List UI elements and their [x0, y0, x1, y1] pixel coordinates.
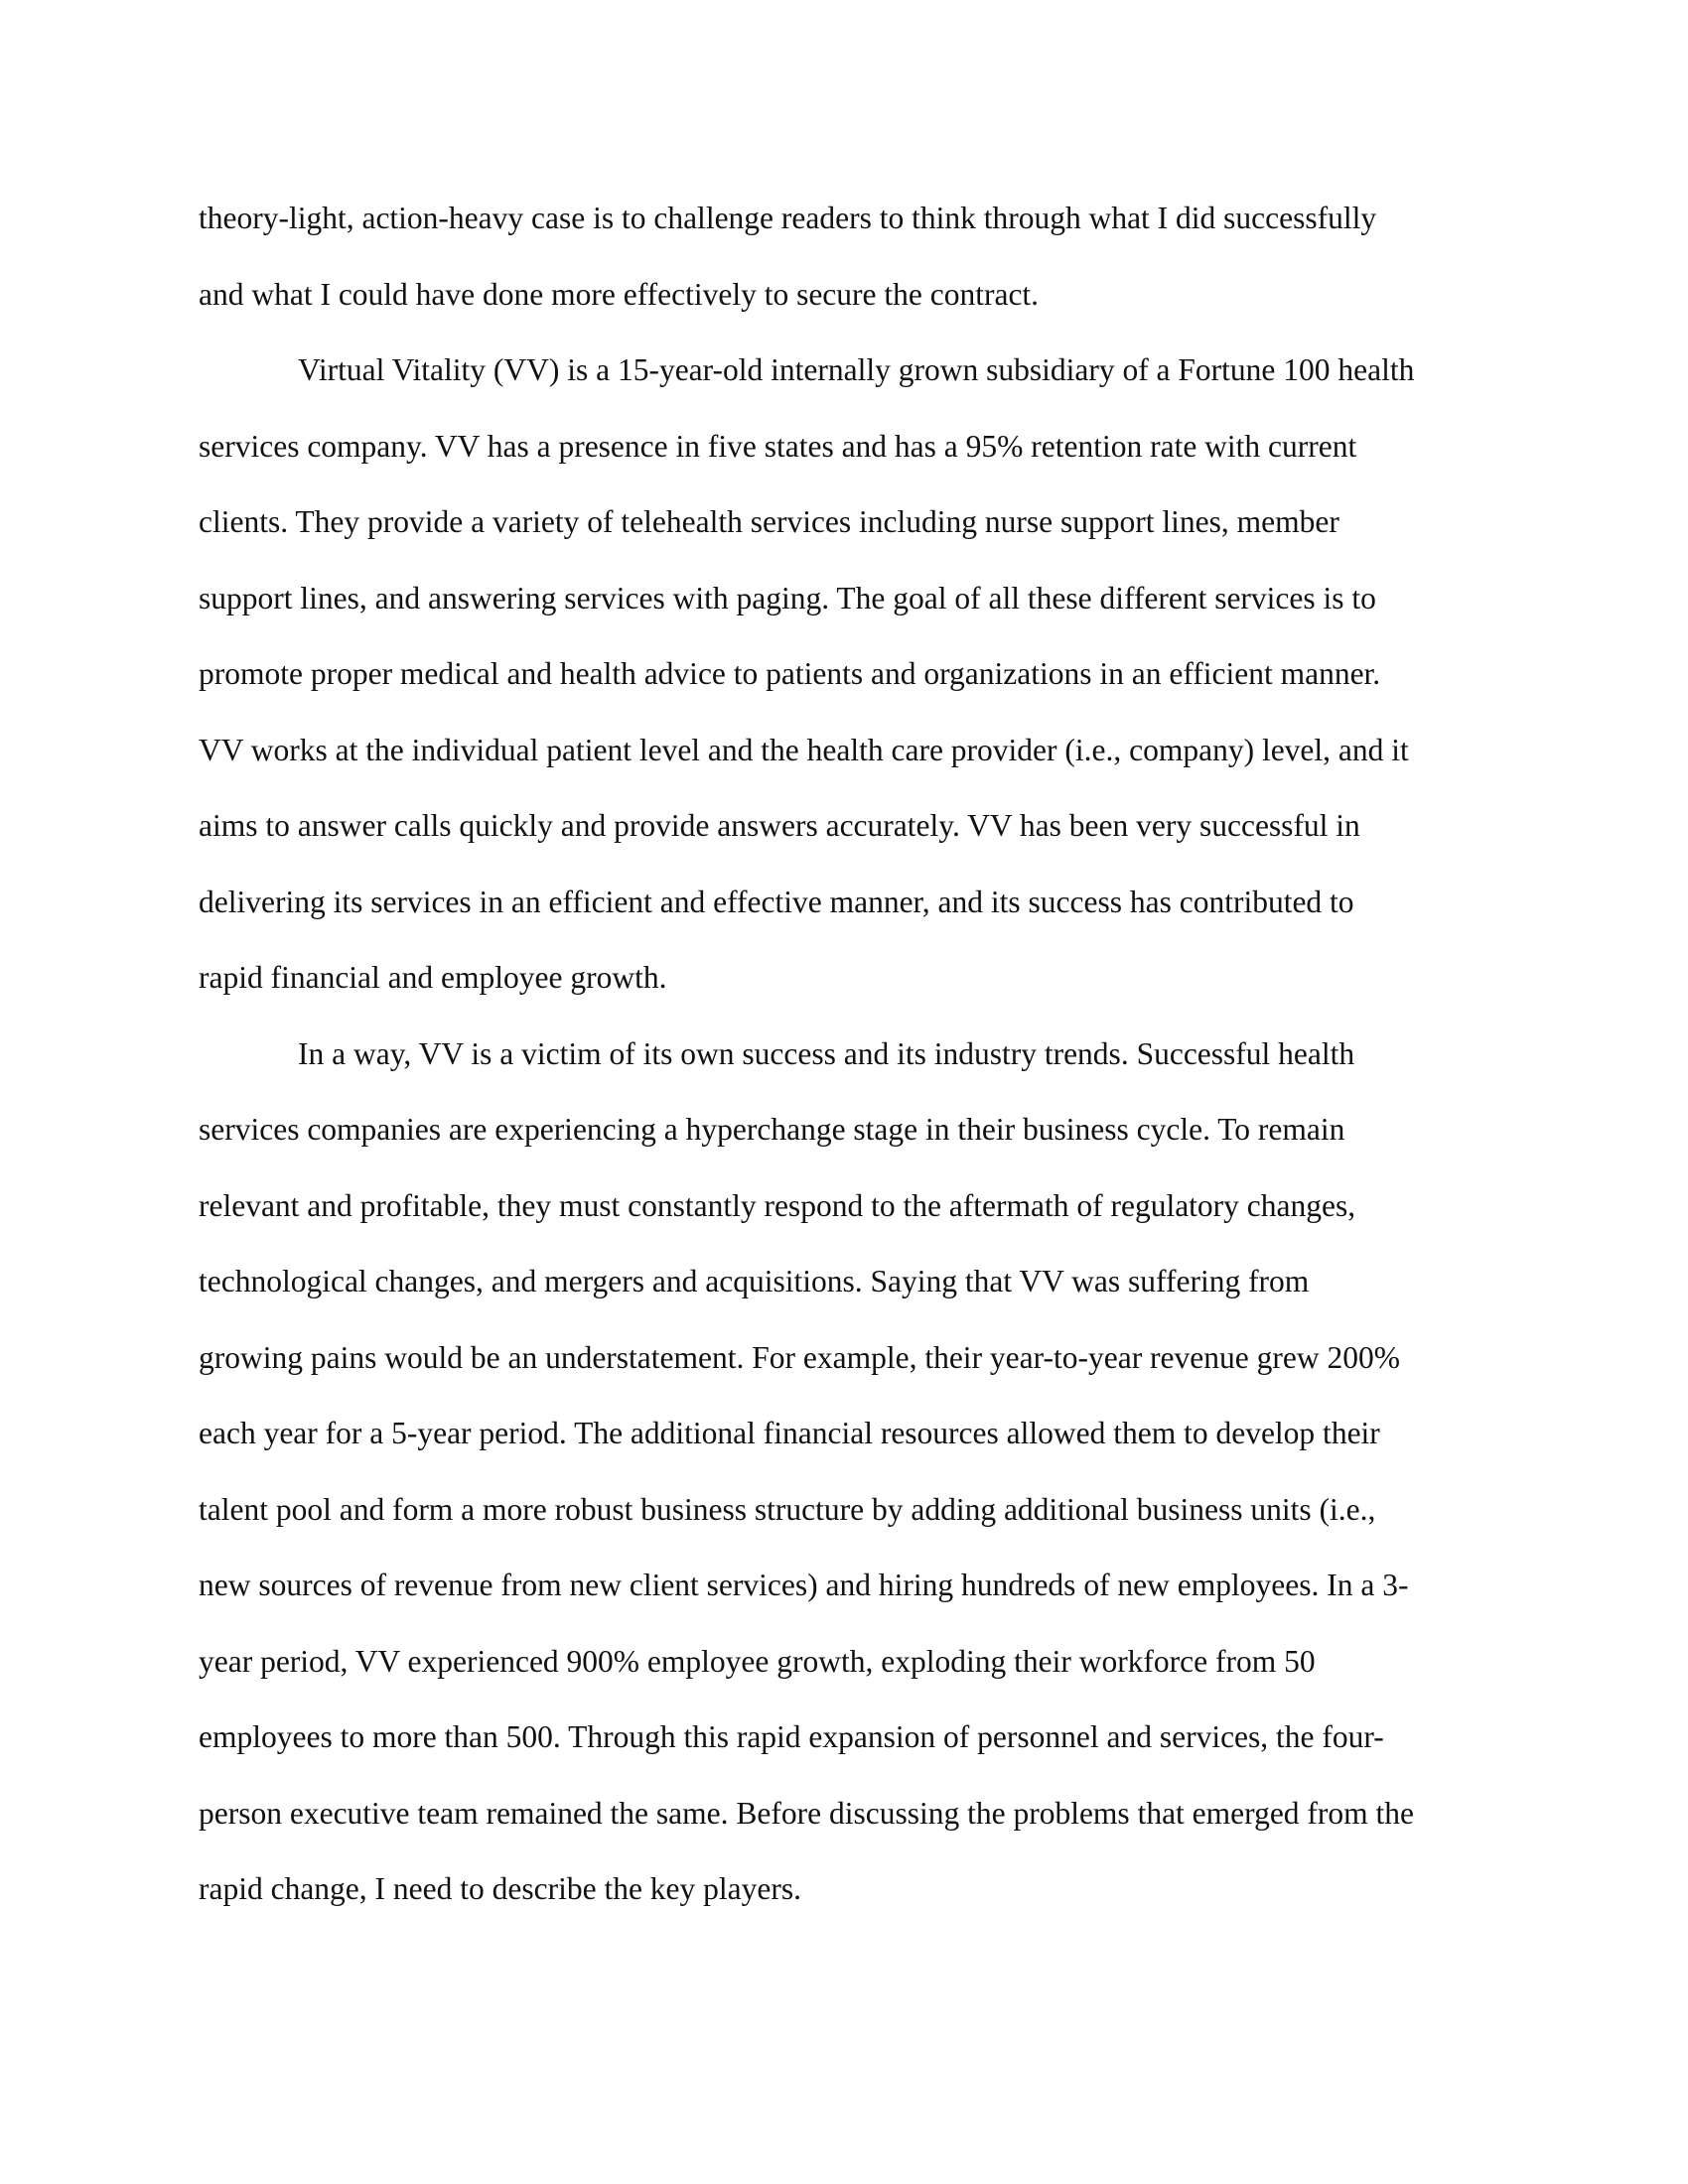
text-line: year period, VV experienced 900% employee growth, exploding their workforce from 50 — [199, 1643, 1316, 1679]
text-line: services company. VV has a presence in five states and has a 95% retention rate with current — [199, 428, 1357, 464]
text-line: talent pool and form a more robust business structure by adding additional business units (i.e., — [199, 1491, 1376, 1527]
text-line: rapid change, I need to describe the key players. — [199, 1871, 801, 1906]
text-line: rapid financial and employee growth. — [199, 960, 667, 995]
body-text — [199, 189, 1489, 1936]
paragraph-first-line: Virtual Vitality (VV) is a 15-year-old internally grown subsidiary of a Fortune 100 health — [298, 352, 1415, 387]
text-line: each year for a 5-year period. The additional financial resources allowed them to develop their — [199, 1416, 1380, 1450]
text-line: new sources of revenue from new client services) and hiring hundreds of new employees. In a 3- — [199, 1568, 1409, 1602]
text-line: promote proper medical and health advice to patients and organizations in an efficient manner. — [199, 656, 1381, 691]
text-line: growing pains would be an understatement. For example, their year-to-year revenue grew 200% — [199, 1339, 1400, 1375]
text-line: employees to more than 500. Through this rapid expansion of personnel and services, the four- — [199, 1719, 1384, 1754]
text-line: person executive team remained the same. Before discussing the problems that emerged from the — [199, 1795, 1415, 1831]
text-line: aims to answer calls quickly and provide answers accurately. VV has been very successful in — [199, 808, 1360, 843]
text-line: technological changes, and mergers and acquisitions. Saying that VV was suffering from — [199, 1264, 1310, 1298]
text-line: services companies are experiencing a hyperchange stage in their business cycle. To remain — [199, 1112, 1345, 1147]
text-line: support lines, and answering services with paging. The goal of all these different services is to — [199, 580, 1376, 615]
text-line: clients. They provide a variety of telehealth services including nurse support lines, member — [199, 504, 1339, 539]
text-line: theory-light, action-heavy case is to challenge readers to think through what I did successfully — [199, 201, 1377, 235]
text-line: delivering its services in an efficient and effective manner, and its success has contributed to — [199, 884, 1354, 919]
text-line: VV works at the individual patient level and the health care provider (i.e., company) level, and it — [199, 732, 1409, 767]
text-line: relevant and profitable, they must constantly respond to the aftermath of regulatory changes, — [199, 1187, 1356, 1223]
text-line: and what I could have done more effectively to secure the contract. — [199, 276, 1040, 312]
paragraph-first-line: In a way, VV is a victim of its own success and its industry trends. Successful health — [298, 1035, 1355, 1071]
